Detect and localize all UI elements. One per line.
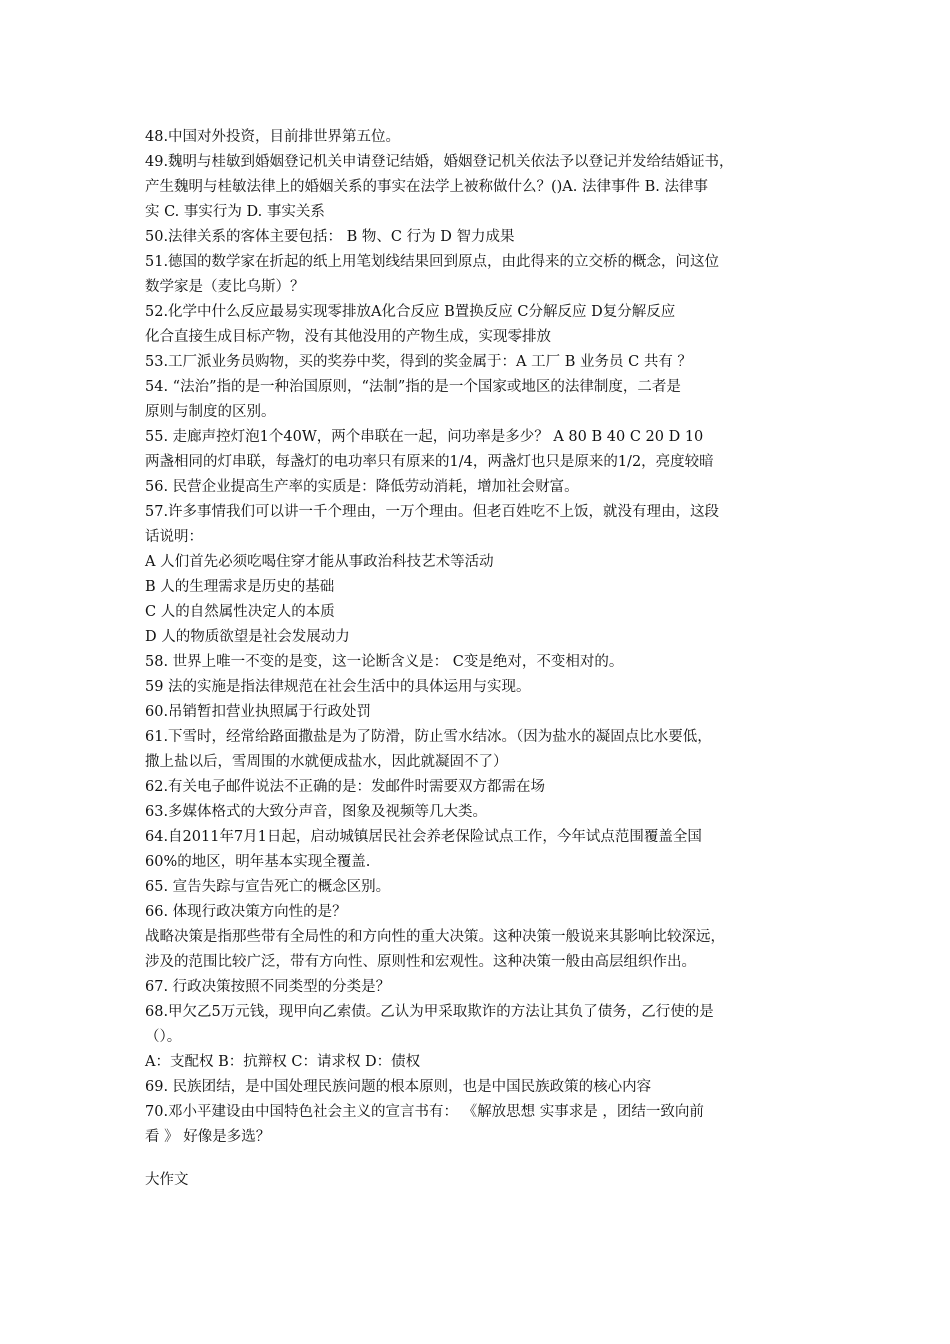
text-line: 实 C. 事实行为 D. 事实关系 bbox=[145, 204, 325, 220]
text-line: 66. 体现行政决策方向性的是？ bbox=[145, 904, 347, 920]
text-line: 60.吊销暂扣营业执照属于行政处罚 bbox=[145, 704, 372, 720]
text-line: A：支配权 B：抗辩权 C：请求权 D：债权 bbox=[145, 1054, 421, 1070]
text-line: （）。 bbox=[145, 1029, 182, 1045]
text-line: 62.有关电子邮件说法不正确的是：发邮件时需要双方都需在场 bbox=[145, 779, 546, 795]
text-line: 70.邓小平建设由中国特色社会主义的宣言书有： 《解放思想 实事求是 ，团结一致向前 bbox=[145, 1104, 704, 1120]
text-line: 产生魏明与桂敏法律上的婚姻关系的事实在法学上被称做什么？()A. 法律事件 B. 法律事 bbox=[145, 179, 708, 195]
text-line: 53.工厂派业务员购物，买的奖券中奖，得到的奖金属于：A 工厂 B 业务员 C 共有 ？ bbox=[145, 354, 692, 370]
text-line: 55. 走廊声控灯泡1个40W，两个串联在一起，问功率是多少？ A 80 B 40 C 20 D 10 bbox=[145, 429, 704, 445]
section-heading: 大作文 bbox=[145, 1172, 189, 1188]
text-line: 50.法律关系的客体主要包括： B 物、C 行为 D 智力成果 bbox=[145, 229, 515, 245]
text-line: 58. 世界上唯一不变的是变，这一论断含义是： C变是绝对，不变相对的。 bbox=[145, 654, 624, 670]
text-line: 63.多媒体格式的大致分声音，图象及视频等几大类。 bbox=[145, 804, 488, 820]
text-line: A 人们首先必须吃喝住穿才能从事政治科技艺术等活动 bbox=[145, 554, 494, 570]
text-line: 64.自2011年7月1日起，启动城镇居民社会养老保险试点工作，今年试点范围覆盖全国 bbox=[145, 829, 702, 845]
text-line: 化合直接生成目标产物，没有其他没用的产物生成，实现零排放 bbox=[145, 329, 551, 345]
text-line: 65. 宣告失踪与宣告死亡的概念区别。 bbox=[145, 879, 391, 895]
text-line: 话说明： bbox=[145, 529, 203, 545]
text-line: 52.化学中什么反应最易实现零排放A化合反应 B置换反应 C分解反应 D复分解反应 bbox=[145, 304, 676, 320]
text-line: 68.甲欠乙5万元钱，现甲向乙索债。乙认为甲采取欺诈的方法让其负了债务，乙行使的是 bbox=[145, 1004, 714, 1020]
text-line: 战略决策是指那些带有全局性的和方向性的重大决策。这种决策一般说来其影响比较深远， bbox=[145, 929, 725, 945]
text-line: 60%的地区，明年基本实现全覆盖. bbox=[145, 854, 371, 870]
text-line: 两盏相同的灯串联，每盏灯的电功率只有原来的1/4，两盏灯也只是原来的1/2，亮度较暗 bbox=[145, 454, 714, 470]
text-line: 69. 民族团结，是中国处理民族问题的根本原则，也是中国民族政策的核心内容 bbox=[145, 1079, 652, 1095]
text-line: 67. 行政决策按照不同类型的分类是？ bbox=[145, 979, 391, 995]
document-body bbox=[145, 125, 825, 1150]
text-line: 51.德国的数学家在折起的纸上用笔划线结果回到原点，由此得来的立交桥的概念，问这位 bbox=[145, 254, 720, 270]
text-line: B 人的生理需求是历史的基础 bbox=[145, 579, 335, 595]
text-line: 撒上盐以后，雪周围的水就便成盐水，因此就凝固不了） bbox=[145, 754, 508, 770]
text-line: 59 法的实施是指法律规范在社会生活中的具体运用与实现。 bbox=[145, 679, 531, 695]
text-line: 数学家是（麦比乌斯）？ bbox=[145, 279, 305, 295]
text-line: D 人的物质欲望是社会发展动力 bbox=[145, 629, 350, 645]
text-line: 61.下雪时，经常给路面撒盐是为了防滑，防止雪水结冰。（因为盐水的凝固点比水要低， bbox=[145, 729, 712, 745]
text-line: 看 》 好像是多选？ bbox=[145, 1129, 271, 1145]
text-line: 54. “法治”指的是一种治国原则，“法制”指的是一个国家或地区的法律制度，二者是 bbox=[145, 379, 681, 395]
text-line: 57.许多事情我们可以讲一千个理由，一万个理由。但老百姓吃不上饭，就没有理由，这段 bbox=[145, 504, 720, 520]
text-line: C 人的自然属性决定人的本质 bbox=[145, 604, 335, 620]
text-line: 49.魏明与桂敏到婚姻登记机关申请登记结婚，婚姻登记机关依法予以登记并发给结婚证书， bbox=[145, 154, 734, 170]
text-line: 48.中国对外投资，目前排世界第五位。 bbox=[145, 129, 401, 145]
text-line: 涉及的范围比较广泛，带有方向性、原则性和宏观性。这种决策一般由高层组织作出。 bbox=[145, 954, 696, 970]
text-line: 56. 民营企业提高生产率的实质是：降低劳动消耗，增加社会财富。 bbox=[145, 479, 579, 495]
text-line: 原则与制度的区别。 bbox=[145, 404, 276, 420]
